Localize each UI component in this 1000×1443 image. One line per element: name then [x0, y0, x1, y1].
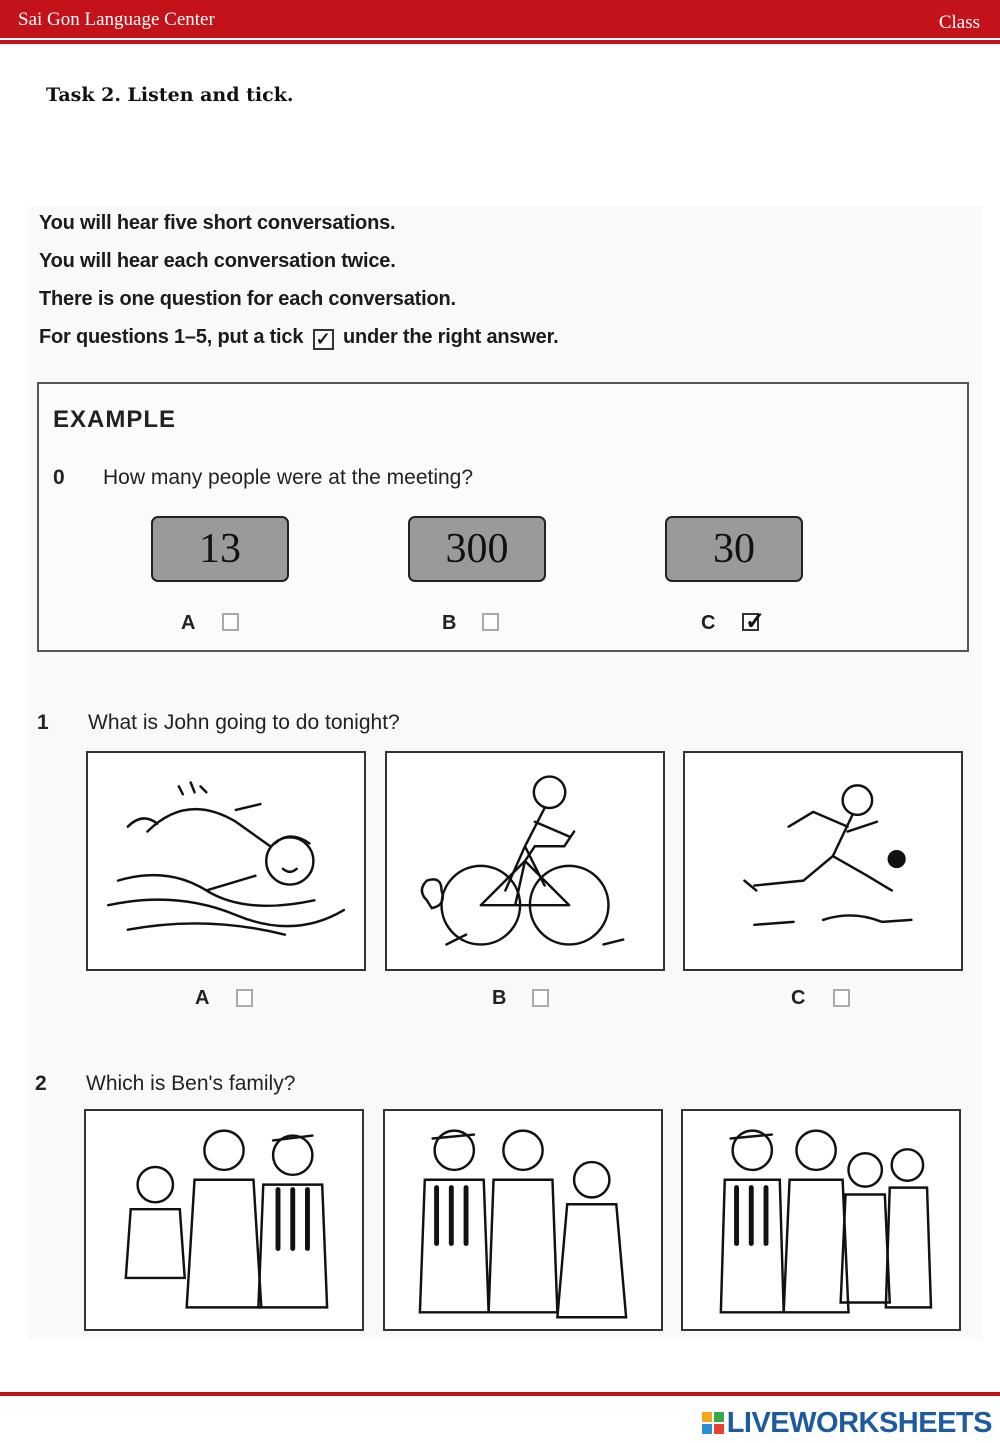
football-illustration — [685, 753, 961, 969]
question-1-text: What is John going to do tonight? — [88, 711, 400, 734]
tick-icon: ✓ — [745, 608, 766, 635]
family-illustration-b — [385, 1111, 661, 1329]
example-option-b-checkbox[interactable] — [482, 613, 499, 631]
example-option-a-card: 13 — [151, 516, 289, 582]
example-box — [37, 382, 969, 652]
family-three-alt-icon — [383, 1109, 663, 1331]
swimming-illustration — [88, 753, 364, 969]
logo-text: LIVEWORKSHEETS — [726, 1406, 992, 1439]
liveworksheets-logo-icon — [702, 1412, 724, 1434]
instruction-line-4 — [39, 326, 558, 350]
example-option-c-card: 30 — [665, 516, 803, 582]
question-1-option-a-checkbox[interactable] — [236, 989, 253, 1007]
cycling-illustration — [387, 753, 663, 969]
question-2-number: 2 — [35, 1072, 47, 1095]
header-divider — [0, 40, 1000, 44]
cycling-icon — [385, 751, 665, 971]
example-heading: EXAMPLE — [53, 406, 177, 433]
instruction-line-4-start: For questions 1–5, put a tick — [39, 326, 304, 348]
family-three-icon — [84, 1109, 364, 1331]
example-option-c-letter: C — [701, 612, 716, 634]
instruction-line-4-end: under the right answer. — [342, 326, 559, 348]
tick-example-icon — [313, 329, 334, 350]
example-question: How many people were at the meeting? — [103, 466, 474, 489]
example-option-a-checkbox[interactable] — [222, 613, 239, 631]
question-1-option-a-letter: A — [195, 987, 210, 1009]
question-2-text: Which is Ben's family? — [86, 1072, 296, 1095]
question-1-option-c-letter: C — [791, 987, 806, 1009]
tick-glyph: ✓ — [315, 329, 331, 349]
class-label: Class — [938, 12, 980, 33]
football-icon — [683, 751, 963, 971]
example-option-b-letter: B — [442, 612, 457, 634]
example-option-a-letter: A — [181, 612, 196, 634]
task-title: Task 2. Listen and tick. — [46, 84, 294, 106]
instruction-line-1: You will hear five short conversations. — [39, 212, 396, 234]
family-illustration-c — [683, 1111, 959, 1329]
footer-divider — [0, 1392, 1000, 1396]
family-four-icon — [681, 1109, 961, 1331]
question-1-option-b-letter: B — [492, 987, 507, 1009]
question-1-option-b-checkbox[interactable] — [532, 989, 549, 1007]
instruction-line-3: There is one question for each conversation. — [39, 288, 456, 310]
example-option-c-checkbox[interactable] — [742, 608, 766, 635]
question-1-option-c-checkbox[interactable] — [833, 989, 850, 1007]
example-option-b-card: 300 — [408, 516, 546, 582]
example-number: 0 — [53, 466, 65, 489]
question-1-number: 1 — [37, 711, 49, 734]
family-illustration-a — [86, 1111, 362, 1329]
header-bar — [0, 0, 1000, 38]
center-name: Sai Gon Language Center — [18, 9, 215, 30]
liveworksheets-logo — [702, 1406, 992, 1440]
instruction-line-2: You will hear each conversation twice. — [39, 250, 396, 272]
swimming-icon — [86, 751, 366, 971]
